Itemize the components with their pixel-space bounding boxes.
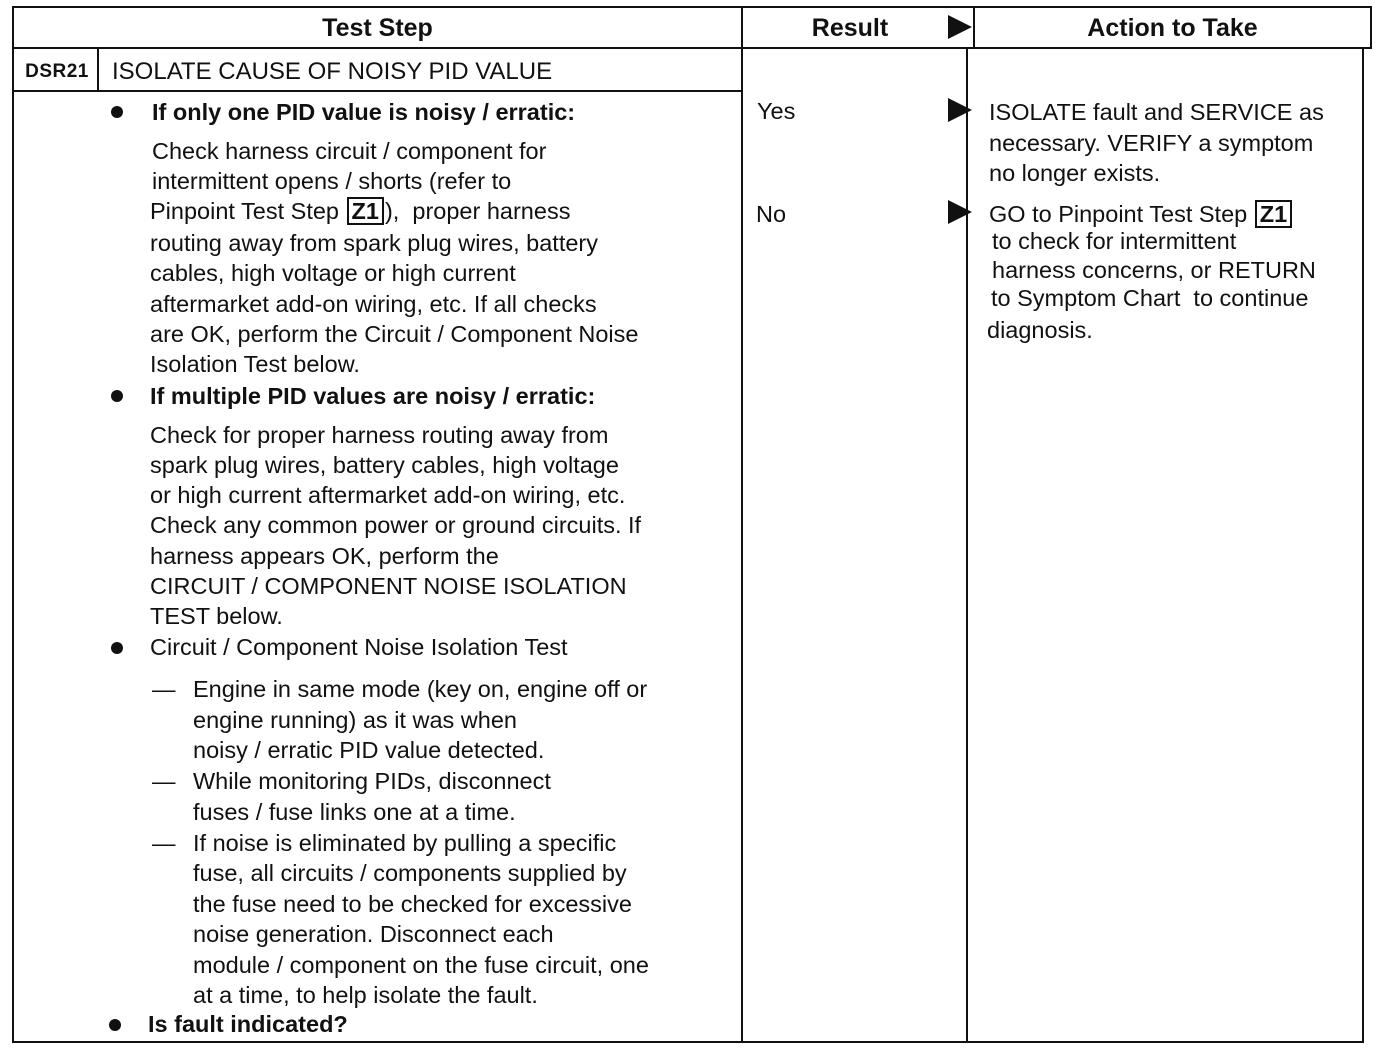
bullet-1-line-2: intermittent opens / shorts (refer to <box>152 168 512 194</box>
bullet-1-line-6: aftermarket add-on wiring, etc. If all checks <box>150 291 597 317</box>
bullet-2-line-6: CIRCUIT / COMPONENT NOISE ISOLATION <box>150 573 627 599</box>
header-action-to-take: Action to Take <box>1087 13 1258 42</box>
bullet-4-title: Is fault indicated? <box>148 1011 348 1037</box>
bullet-2-line-3: or high current aftermarket add-on wiring, etc. <box>150 482 626 508</box>
table-left-border <box>12 6 14 1043</box>
bullet-2-title: If multiple PID values are noisy / erratic: <box>150 383 596 409</box>
pinpoint-ref-z1: Z1 <box>1255 200 1292 228</box>
header-arrow-icon <box>948 15 972 39</box>
bullet-1-line-3 <box>150 196 570 227</box>
dash-3-line-5: module / component on the fuse circuit, one <box>193 952 649 978</box>
result-no: No <box>756 201 787 227</box>
action-no-line-4: to Symptom Chart to continue <box>991 285 1309 311</box>
bullet-icon <box>111 390 123 402</box>
step-title-bottom-border <box>12 90 742 92</box>
action-yes-line-1: ISOLATE fault and SERVICE as <box>989 99 1324 125</box>
pinpoint-ref-z1: Z1 <box>347 197 384 225</box>
bullet-1-line-5: cables, high voltage or high current <box>150 260 516 286</box>
step-title: ISOLATE CAUSE OF NOISY PID VALUE <box>112 58 553 85</box>
bullet-1-title: If only one PID value is noisy / erratic: <box>152 99 576 125</box>
result-no-arrow-icon <box>948 200 972 224</box>
dash-3-line-3: the fuse need to be checked for excessive <box>193 891 632 917</box>
dash-icon: — <box>152 830 176 856</box>
bullet-1-line-3-tail: ), proper harness <box>384 198 571 224</box>
bullet-1-line-4: routing away from spark plug wires, battery <box>150 230 598 256</box>
bullet-icon <box>111 106 123 118</box>
bullet-1-line-3-text: Pinpoint Test Step <box>150 198 346 224</box>
bullet-1-line-8: Isolation Test below. <box>150 351 360 377</box>
dash-1-line-3: noisy / erratic PID value detected. <box>193 737 545 763</box>
dash-2-line-2: fuses / fuse links one at a time. <box>193 799 516 825</box>
table-right-border-body <box>1362 47 1364 1043</box>
bullet-2-line-4: Check any common power or ground circuits. If <box>150 512 642 538</box>
bullet-icon <box>109 1019 121 1031</box>
dash-icon: — <box>152 676 176 702</box>
dash-3-line-1: If noise is eliminated by pulling a specific <box>193 830 617 856</box>
dash-1-line-2: engine running) as it was when <box>193 707 517 733</box>
bullet-1-line-1: Check harness circuit / component for <box>152 138 547 164</box>
action-yes-line-3: no longer exists. <box>989 160 1161 186</box>
action-no-line-5: diagnosis. <box>987 317 1093 343</box>
result-yes: Yes <box>757 98 796 124</box>
column-divider-result-action <box>966 47 968 1043</box>
action-no-line-3: harness concerns, or RETURN <box>992 257 1316 283</box>
bullet-icon <box>111 642 123 654</box>
step-id: DSR21 <box>25 61 89 82</box>
dash-1-line-1: Engine in same mode (key on, engine off or <box>193 676 648 702</box>
bullet-1-line-7: are OK, perform the Circuit / Component Noise <box>150 321 639 347</box>
table-right-border <box>1370 6 1372 49</box>
dash-icon: — <box>152 768 176 794</box>
dash-2-line-1: While monitoring PIDs, disconnect <box>193 768 551 794</box>
action-no-line-1 <box>989 199 1293 230</box>
action-yes-line-2: necessary. VERIFY a symptom <box>989 130 1314 156</box>
dash-3-line-4: noise generation. Disconnect each <box>193 921 554 947</box>
column-divider-test-result <box>741 6 743 1043</box>
step-id-divider <box>97 47 99 92</box>
bullet-2-line-1: Check for proper harness routing away from <box>150 422 609 448</box>
bullet-2-line-5: harness appears OK, perform the <box>150 543 499 569</box>
header-result: Result <box>811 13 889 42</box>
header-test-step: Test Step <box>322 13 433 42</box>
action-no-line-2: to check for intermittent <box>992 228 1237 254</box>
dash-3-line-2: fuse, all circuits / components supplied by <box>193 860 627 886</box>
action-no-line-1-text: GO to Pinpoint Test Step <box>989 201 1254 227</box>
dash-3-line-6: at a time, to help isolate the fault. <box>193 982 538 1008</box>
result-yes-arrow-icon <box>948 98 972 122</box>
bullet-2-line-2: spark plug wires, battery cables, high voltage <box>150 452 619 478</box>
bullet-2-line-7: TEST below. <box>150 603 283 629</box>
bullet-3-title: Circuit / Component Noise Isolation Test <box>150 634 568 660</box>
table-bottom-border <box>12 1041 1364 1043</box>
